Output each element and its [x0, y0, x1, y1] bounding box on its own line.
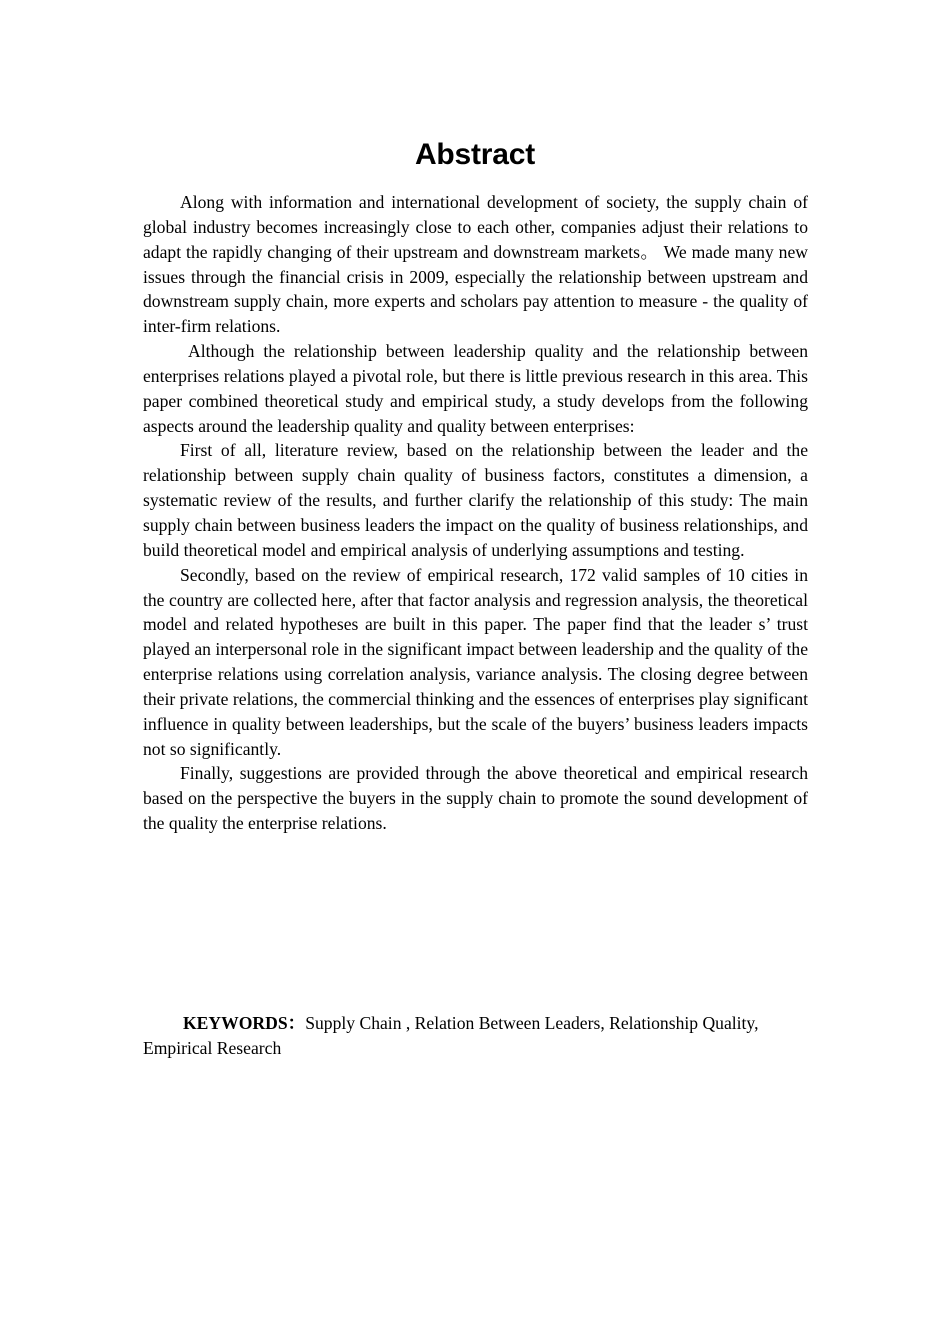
abstract-body: [143, 190, 808, 836]
keywords-line: [143, 1011, 811, 1061]
abstract-paragraph-5: Finally, suggestions are provided through the above theoretical and empirical research based on the perspective the buyers in the supply chain to promote the sound development of the quality the enterprise relations.: [143, 763, 808, 834]
keywords-section: [143, 1011, 811, 1061]
keywords-label: KEYWORDS：: [183, 1013, 306, 1033]
abstract-paragraph-4: Secondly, based on the review of empirical research, 172 valid samples of 10 cities in the country are collected here, after that factor analysis and regression analysis, the theoretical model and related hypotheses are built in this paper. The paper find that the leader s’ trust played an interpersonal role in the significant impact between leadership and the quality of the enterprise relations using correlation analysis, variance analysis. The closing degree between their private relations, the commercial thinking and the essences of enterprises play significant influence in quality between leaderships, but the scale of the buyers’ business leaders impacts not so significantly.: [143, 564, 808, 759]
keywords-value: Supply Chain , Relation Between Leaders, Relationship Quality, Empirical Research: [143, 1013, 759, 1058]
abstract-paragraph-2: Although the relationship between leadership quality and the relationship between enterprises relations played a pivotal role, but there is little previous research in this area. This paper combined theoretical study and empirical study, a study develops from the following aspects around the leadership quality and quality between enterprises:: [143, 341, 808, 436]
abstract-paragraph-3: First of all, literature review, based on the relationship between the leader and the relationship between supply chain quality of business factors, constitutes a dimension, a systematic review of the results, and further clarify the relationship of this study: The main supply chain between business leaders the impact on the quality of business relationships, and build theoretical model and empirical analysis of underlying assumptions and testing.: [143, 440, 808, 560]
page-title: Abstract: [414, 138, 536, 172]
abstract-paragraph-1: Along with information and international development of society, the supply chain of global industry becomes increasingly close to each other, companies adjust their relations to adapt the rapidly changing of their upstream and downstream markets。 We made many new issues through the financial crisis in 2009, especially the relationship between upstream and downstream supply chain, more experts and scholars pay attention to measure - the quality of inter-firm relations.: [143, 192, 808, 337]
